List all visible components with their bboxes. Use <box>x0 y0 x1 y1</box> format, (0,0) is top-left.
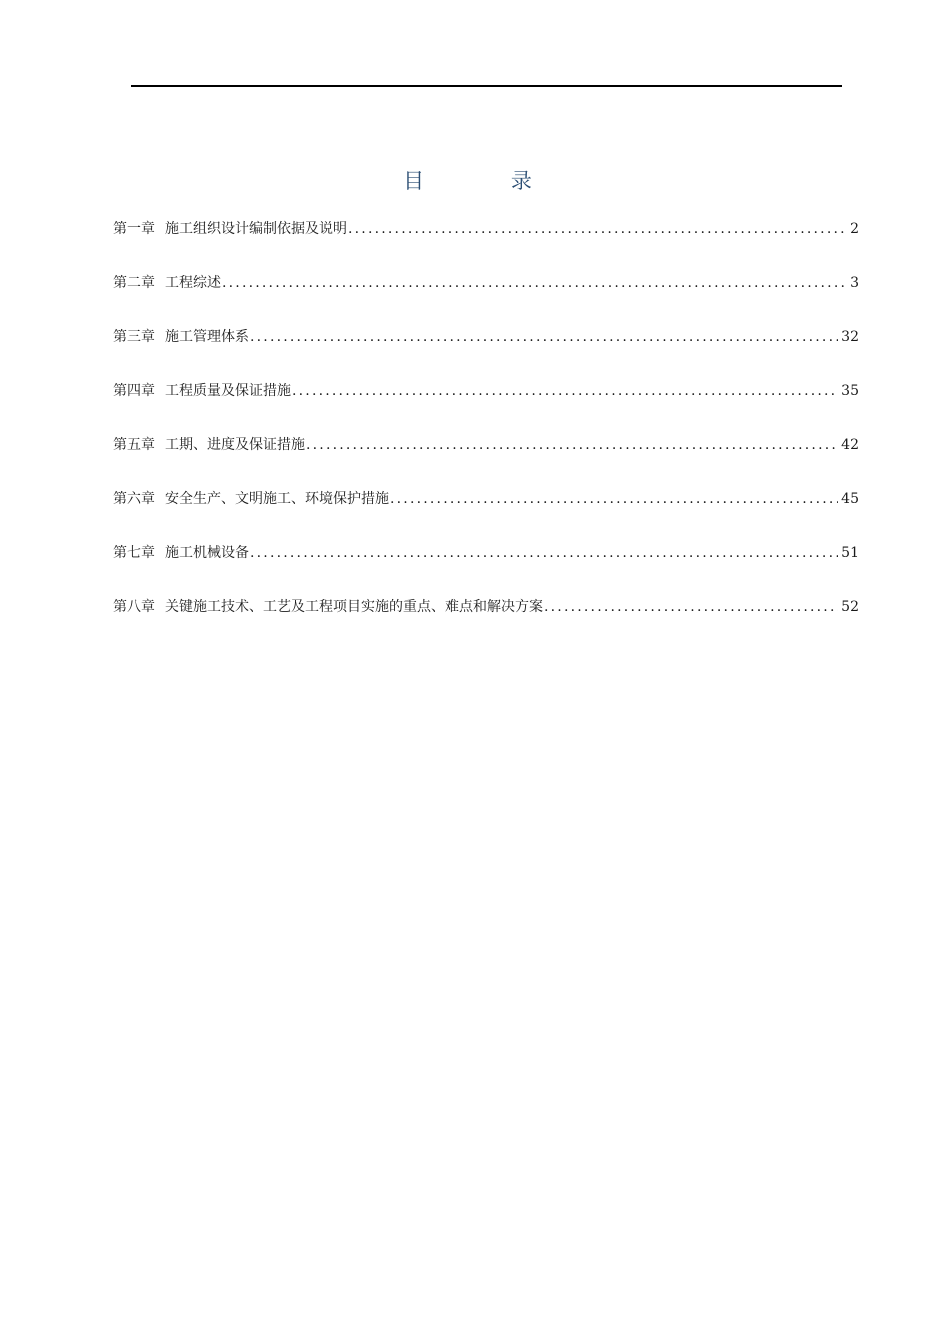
toc-chapter: 第七章 <box>113 545 155 561</box>
toc-page-number: 32 <box>841 329 859 345</box>
toc-list <box>113 215 859 647</box>
header-rule <box>131 85 842 87</box>
toc-page-number: 3 <box>850 275 859 291</box>
toc-leader-dots <box>292 377 838 405</box>
toc-entry-title: 关键施工技术、工艺及工程项目实施的重点、难点和解决方案 <box>165 599 543 615</box>
toc-chapter: 第二章 <box>113 275 155 291</box>
toc-entry[interactable] <box>113 269 859 323</box>
toc-entry-title: 工程综述 <box>165 275 221 291</box>
toc-chapter: 第五章 <box>113 437 155 453</box>
toc-leader-dots <box>250 323 838 351</box>
toc-page-number: 2 <box>850 221 859 237</box>
toc-leader-dots <box>250 539 838 567</box>
toc-entry-title: 施工管理体系 <box>165 329 249 345</box>
toc-entry-title: 工程质量及保证措施 <box>165 383 291 399</box>
toc-chapter: 第四章 <box>113 383 155 399</box>
toc-chapter: 第三章 <box>113 329 155 345</box>
toc-leader-dots <box>348 215 847 243</box>
toc-entry[interactable] <box>113 215 859 269</box>
toc-leader-dots <box>222 269 847 297</box>
toc-entry[interactable] <box>113 485 859 539</box>
toc-chapter: 第一章 <box>113 221 155 237</box>
toc-entry-title: 工期、进度及保证措施 <box>165 437 305 453</box>
toc-entry[interactable] <box>113 377 859 431</box>
toc-leader-dots <box>544 593 838 621</box>
toc-entry-title: 施工机械设备 <box>165 545 249 561</box>
toc-entry[interactable] <box>113 323 859 377</box>
toc-leader-dots <box>390 485 838 513</box>
toc-entry-title: 安全生产、文明施工、环境保护措施 <box>165 491 389 507</box>
toc-title: 目 录 <box>403 169 572 193</box>
toc-leader-dots <box>306 431 838 459</box>
toc-entry[interactable] <box>113 431 859 485</box>
toc-page-number: 35 <box>841 383 859 399</box>
toc-entry[interactable] <box>113 593 859 647</box>
toc-page-number: 42 <box>841 437 859 453</box>
toc-page-number: 45 <box>841 491 859 507</box>
toc-chapter: 第六章 <box>113 491 155 507</box>
toc-page-number: 52 <box>841 599 859 615</box>
toc-page-number: 51 <box>841 545 859 561</box>
toc-entry-title: 施工组织设计编制依据及说明 <box>165 221 347 237</box>
toc-entry[interactable] <box>113 539 859 593</box>
toc-chapter: 第八章 <box>113 599 155 615</box>
